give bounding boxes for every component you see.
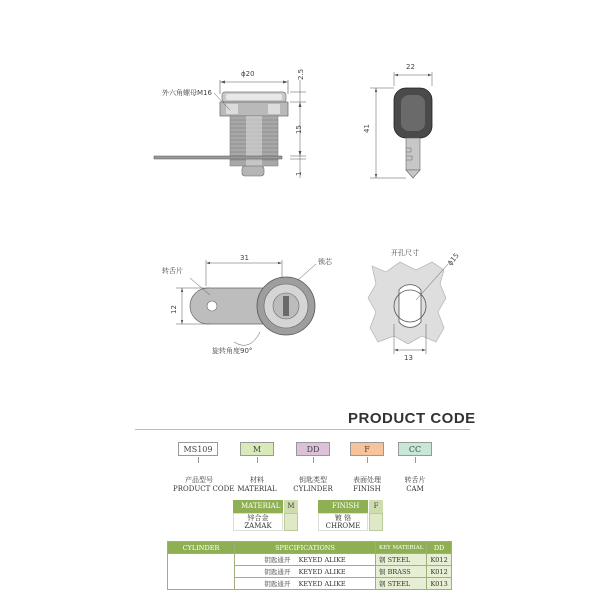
code-box-product: MS109 [178,442,218,456]
table-row: 钥匙通开 KEYED ALIKE 钢 STEEL K013 [168,578,452,590]
dim-1: 1 [295,171,303,176]
caption-cam: 转舌片 CAM [404,476,426,493]
header-cylinder: CYLINDER [168,542,235,554]
caption-finish: 表面处理 FINISH [353,476,381,493]
lock-front-view-drawing [160,250,340,360]
dim-diameter: ϕ20 [241,70,255,78]
caption-cylinder: 钥匙类型 CYLINDER [293,476,333,493]
code-box-cylinder: DD [296,442,330,456]
dim-2-5: 2.5 [297,68,305,80]
title-underline [135,429,470,430]
table-row: 钥匙通开 KEYED ALIKE 钢 STEEL K012 [168,554,452,566]
spec-table-header [168,542,452,554]
rotation-label: 旋转角度90° [212,347,253,355]
material-value-cell [233,513,283,531]
header-dd: DD [427,542,451,554]
finish-value-en: CHROME [325,522,361,530]
product-code-title: PRODUCT CODE [348,410,476,427]
lock-side-view-drawing [140,60,320,190]
panel-cutout-drawing [360,250,470,370]
code-box-material: M [240,442,274,456]
material-code: M [284,500,298,513]
material-value-cn: 锌合金 [247,514,269,522]
finish-value-cn: 镀 铬 [334,514,352,522]
material-header: MATERIAL [233,500,283,513]
finish-value-cell [318,513,368,531]
header-key-material: KEY MATERIAL [376,542,427,554]
finish-code-cell [369,513,383,531]
dim-15: 15 [295,125,303,134]
header-specifications: SPECIFICATIONS [235,542,376,554]
dim-12: 12 [170,305,178,314]
caption-product: 产品型号 PRODUCT CODE [173,476,235,493]
dim-31: 31 [240,254,249,262]
material-code-cell [284,513,298,531]
cutout-label: 开孔尺寸 [391,249,419,257]
dim-13: 13 [404,354,413,362]
finish-header: FINISH [318,500,368,513]
dim-phi15: ϕ15 [446,251,461,268]
code-box-cam: CC [398,442,432,456]
lock-core-label: 锁芯 [318,258,332,266]
hex-nut-label: 外六角螺母M16 [162,89,212,97]
material-value-en: ZAMAK [244,522,272,530]
dim-41: 41 [363,124,371,133]
table-row: 钥匙通开 KEYED ALIKE 铜 BRASS K012 [168,566,452,578]
code-box-finish: F [350,442,384,456]
dim-22: 22 [406,63,415,71]
cam-label: 转舌片 [162,267,183,275]
cylinder-spec-table [167,541,452,590]
caption-material: 材料 MATERIAL [237,476,277,493]
finish-code: F [369,500,383,513]
